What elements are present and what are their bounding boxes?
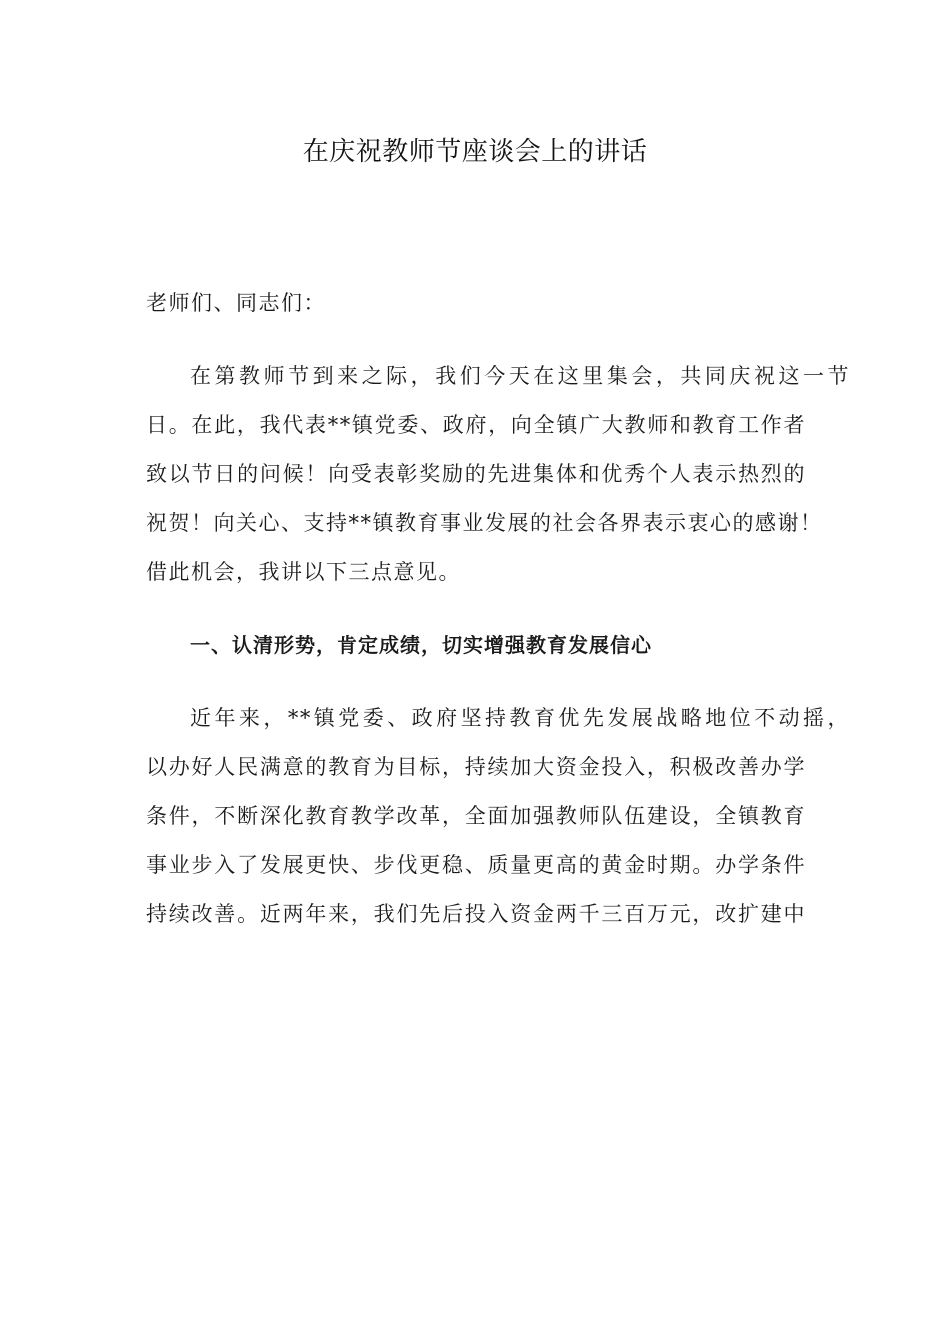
paragraph-line: 借此机会，我讲以下三点意见。 <box>146 560 461 584</box>
paragraph-line: 持续改善。近两年来，我们先后投入资金两千三百万元，改扩建中 <box>146 902 806 926</box>
paragraph-line: 在第教师节到来之际，我们今天在这里集会，共同庆祝这一节 <box>190 364 850 388</box>
paragraph-spacer <box>146 670 806 694</box>
paragraph-achievements <box>146 694 850 939</box>
paragraph-line: 日。在此，我代表**镇党委、政府，向全镇广大教师和教育工作者 <box>146 413 806 437</box>
salutation: 老师们、同志们： <box>146 291 326 315</box>
paragraph-line: 祝贺！向关心、支持**镇教育事业发展的社会各界表示衷心的感谢！ <box>146 511 823 535</box>
document-title: 在庆祝教师节座谈会上的讲话 <box>302 137 648 167</box>
paragraph-spacer <box>146 328 806 352</box>
paragraph-line: 致以节日的问候！向受表彰奖励的先进集体和优秀个人表示热烈的 <box>146 462 806 486</box>
document-body <box>146 279 850 939</box>
section-heading: 一、认清形势，肯定成绩，切实增强教育发展信心 <box>190 633 652 657</box>
paragraph-line: 事业步入了发展更快、步伐更稳、质量更高的黄金时期。办学条件 <box>146 853 806 877</box>
paragraph-spacer <box>146 597 806 621</box>
paragraph-opening <box>146 352 850 597</box>
paragraph-line: 条件，不断深化教育教学改革，全面加强教师队伍建设，全镇教育 <box>146 804 806 828</box>
paragraph-line: 以办好人民满意的教育为目标，持续加大资金投入，积极改善办学 <box>146 755 806 779</box>
paragraph-line: 近年来，**镇党委、政府坚持教育优先发展战略地位不动摇， <box>190 706 850 730</box>
